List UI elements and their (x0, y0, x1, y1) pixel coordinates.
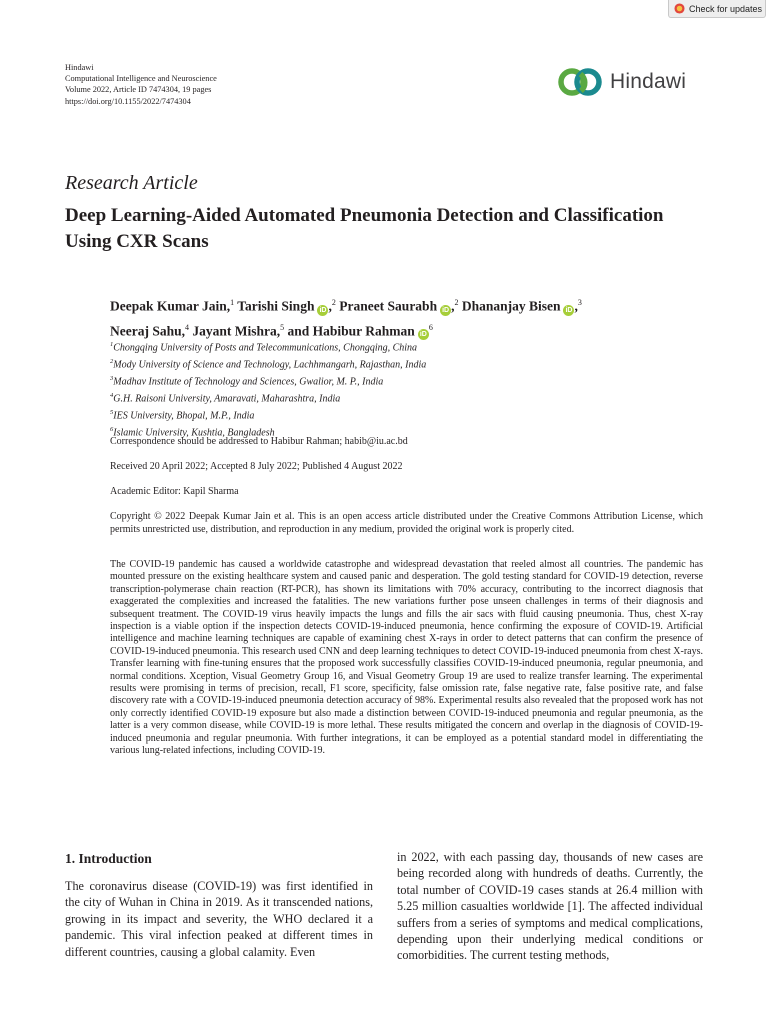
update-badge-icon (674, 3, 685, 14)
intro-paragraph-right-column: in 2022, with each passing day, thousands of new cases are being recorded along with hundreds of deaths. Currently, the total number of COVID-19 cases stands at 26.4 million with 5.25 million casualties worldwide [1]. The affected individual suffers from a series of symptoms and medical complications, depending upon their underlying medical conditions or comorbidities. The current testing methods, (397, 850, 703, 963)
article-title: Deep Learning-Aided Automated Pneumonia Detection and Classification Using CXR Scans (65, 205, 664, 252)
hindawi-logo-text: Hindawi (610, 70, 687, 93)
author-name: Praneet Saurabh (339, 298, 438, 314)
orcid-icon[interactable]: iD (565, 306, 573, 314)
affiliation-item: $^1$Chongqing University of Posts and Telecommunications, Chongqing, China (110, 341, 418, 354)
author-affiliation-number: 4 (185, 322, 189, 332)
affiliation-item: $^3$Madhav Institute of Technology and Sciences, Gwalior, M. P., India (110, 375, 384, 388)
correspondence-note: Correspondence should be addressed to Habibur Rahman; habib@iu.ac.bd (110, 436, 408, 447)
journal-header (65, 62, 217, 107)
publication-dates: Received 20 April 2022; Accepted 8 July 2022; Published 4 August 2022 (110, 461, 403, 472)
hindawi-logo (557, 63, 707, 101)
author-name: Jayant Mishra, (192, 323, 281, 338)
affiliation-item: $^5$IES University, Bhopal, M.P., India (110, 409, 255, 422)
author-name: Neeraj Sahu, (110, 323, 185, 338)
intro-paragraph-left-column: The coronavirus disease (COVID-19) was first identified in the city of Wuhan in China in 2019. As it transcended nations, growing in its impact and severity, the WHO declared it a pandemic. This viral infection peaked at different times in different countries, causing a global calamity. Even (65, 879, 373, 959)
hindawi-rings-icon (557, 64, 607, 100)
author-name: Deepak Kumar Jain, (110, 298, 231, 314)
publisher-name: Hindawi (65, 63, 94, 72)
author-name: Tarishi Singh (237, 298, 315, 314)
author-affiliation-number: 1 (230, 298, 235, 307)
affiliation-item: $^2$Mody University of Science and Technology, Lachhmangarh, Rajasthan, India (110, 358, 427, 371)
orcid-icon[interactable]: iD (319, 306, 327, 314)
check-for-updates-label: Check for updates (689, 3, 763, 14)
orcid-icon[interactable]: iD (442, 306, 450, 314)
orcid-icon[interactable]: iD (419, 331, 427, 338)
copyright-notice: Copyright © 2022 Deepak Kumar Jain et al. This is an open access article distributed under the Creative Commons Attribution License, which permits unrestricted use, distribution, and reproduction in any medium, provided the original work is properly cited. (110, 511, 703, 535)
author-affiliation-number: 5 (280, 322, 285, 332)
affiliation-item: $^6$Islamic University, Kushtia, Bangladesh (110, 426, 275, 439)
author-name: and Habibur Rahman (287, 323, 415, 338)
author-affiliation-number: 2 (331, 298, 336, 307)
volume-info: Volume 2022, Article ID 7474304, 19 pages (65, 85, 212, 95)
author-affiliation-number: 6 (428, 322, 433, 332)
article-type: Research Article (65, 172, 198, 194)
abstract-text: The COVID-19 pandemic has caused a worldwide catastrophe and widespread devastation that reeled almost all countries. The pandemic has mounted pressure on the existing healthcare system and caused panic and desperation. The gold testing standard for COVID-19 detection, reverse transcription-polymerase chain reaction (RT-PCR), has shown its limitations with 70% accuracy, contributing to the incorrect diagnosis that exaggerated the complexities and increased the fatalities. The new variations further pose unseen challenges in terms of their diagnosis and subsequent treatment. The COVID-19 virus heavily impacts the lungs and fills the air sacs with fluid causing pneumonia. Thus, chest X-ray inspection is a viable option if the inspection detects COVID-19-induced pneumonia, hence confirming the exposure of COVID-19. Artificial intelligence and machine learning techniques are capable of examining chest X-rays in order to detect patterns that can confirm the presence of COVID-19-induced pneumonia. This research used CNN and deep learning techniques to detect COVID-19-induced pneumonia from chest X-rays. Transfer learning with fine-tuning ensures that the proposed work successfully classifies COVID-19-induced pneumonia, regular pneumonia, and normal conditions. Xception, Visual Geometry Group 16, and Visual Geometry Group 19 are used to realize transfer learning. The experimental results were promising in terms of precision, recall, F1 score, specificity, false omission rate, false negative rate, false positive rate, and false discovery rate with a COVID-19-induced pneumonia detection accuracy of 98%. Experimental results also revealed that the proposed work has not only correctly identified COVID-19 exposure but also made a distinction between COVID-19-induced pneumonia and regular pneumonia, as the latter is a very common disease, while COVID-19 is more lethal. These results mitigated the concern and overlap in the diagnosis of COVID-19-induced pneumonia and regular pneumonia. With further integrations, it can be employed as a potential standard model in differentiating the various lung-related infections, including COVID-19. (110, 559, 703, 757)
author-affiliation-number: 3 (577, 298, 582, 307)
check-for-updates-button[interactable] (668, 0, 766, 18)
author-list: Deepak Kumar Jain,$^1$ Tarishi Singh iD ,$^2$ Praneet Saurabh iD ,$^2$ Dhananjay Bisen iD ,$^3$ Neeraj Sahu,$^4$ Jayant Mishra,$^5$ and Habibur Rahman $iD^6$ (110, 298, 582, 338)
section-heading-introduction: 1. Introduction (65, 851, 152, 866)
journal-name: Computational Intelligence and Neuroscience (65, 74, 217, 84)
doi-link[interactable]: https://doi.org/10.1155/2022/7474304 (65, 96, 191, 106)
author-name: Dhananjay Bisen (461, 298, 561, 314)
author-affiliation-number: 2 (454, 298, 459, 307)
affiliation-list (110, 338, 426, 440)
academic-editor: Academic Editor: Kapil Sharma (110, 486, 239, 497)
affiliation-item: $^4$G.H. Raisoni University, Amaravati, Maharashtra, India (110, 392, 341, 405)
